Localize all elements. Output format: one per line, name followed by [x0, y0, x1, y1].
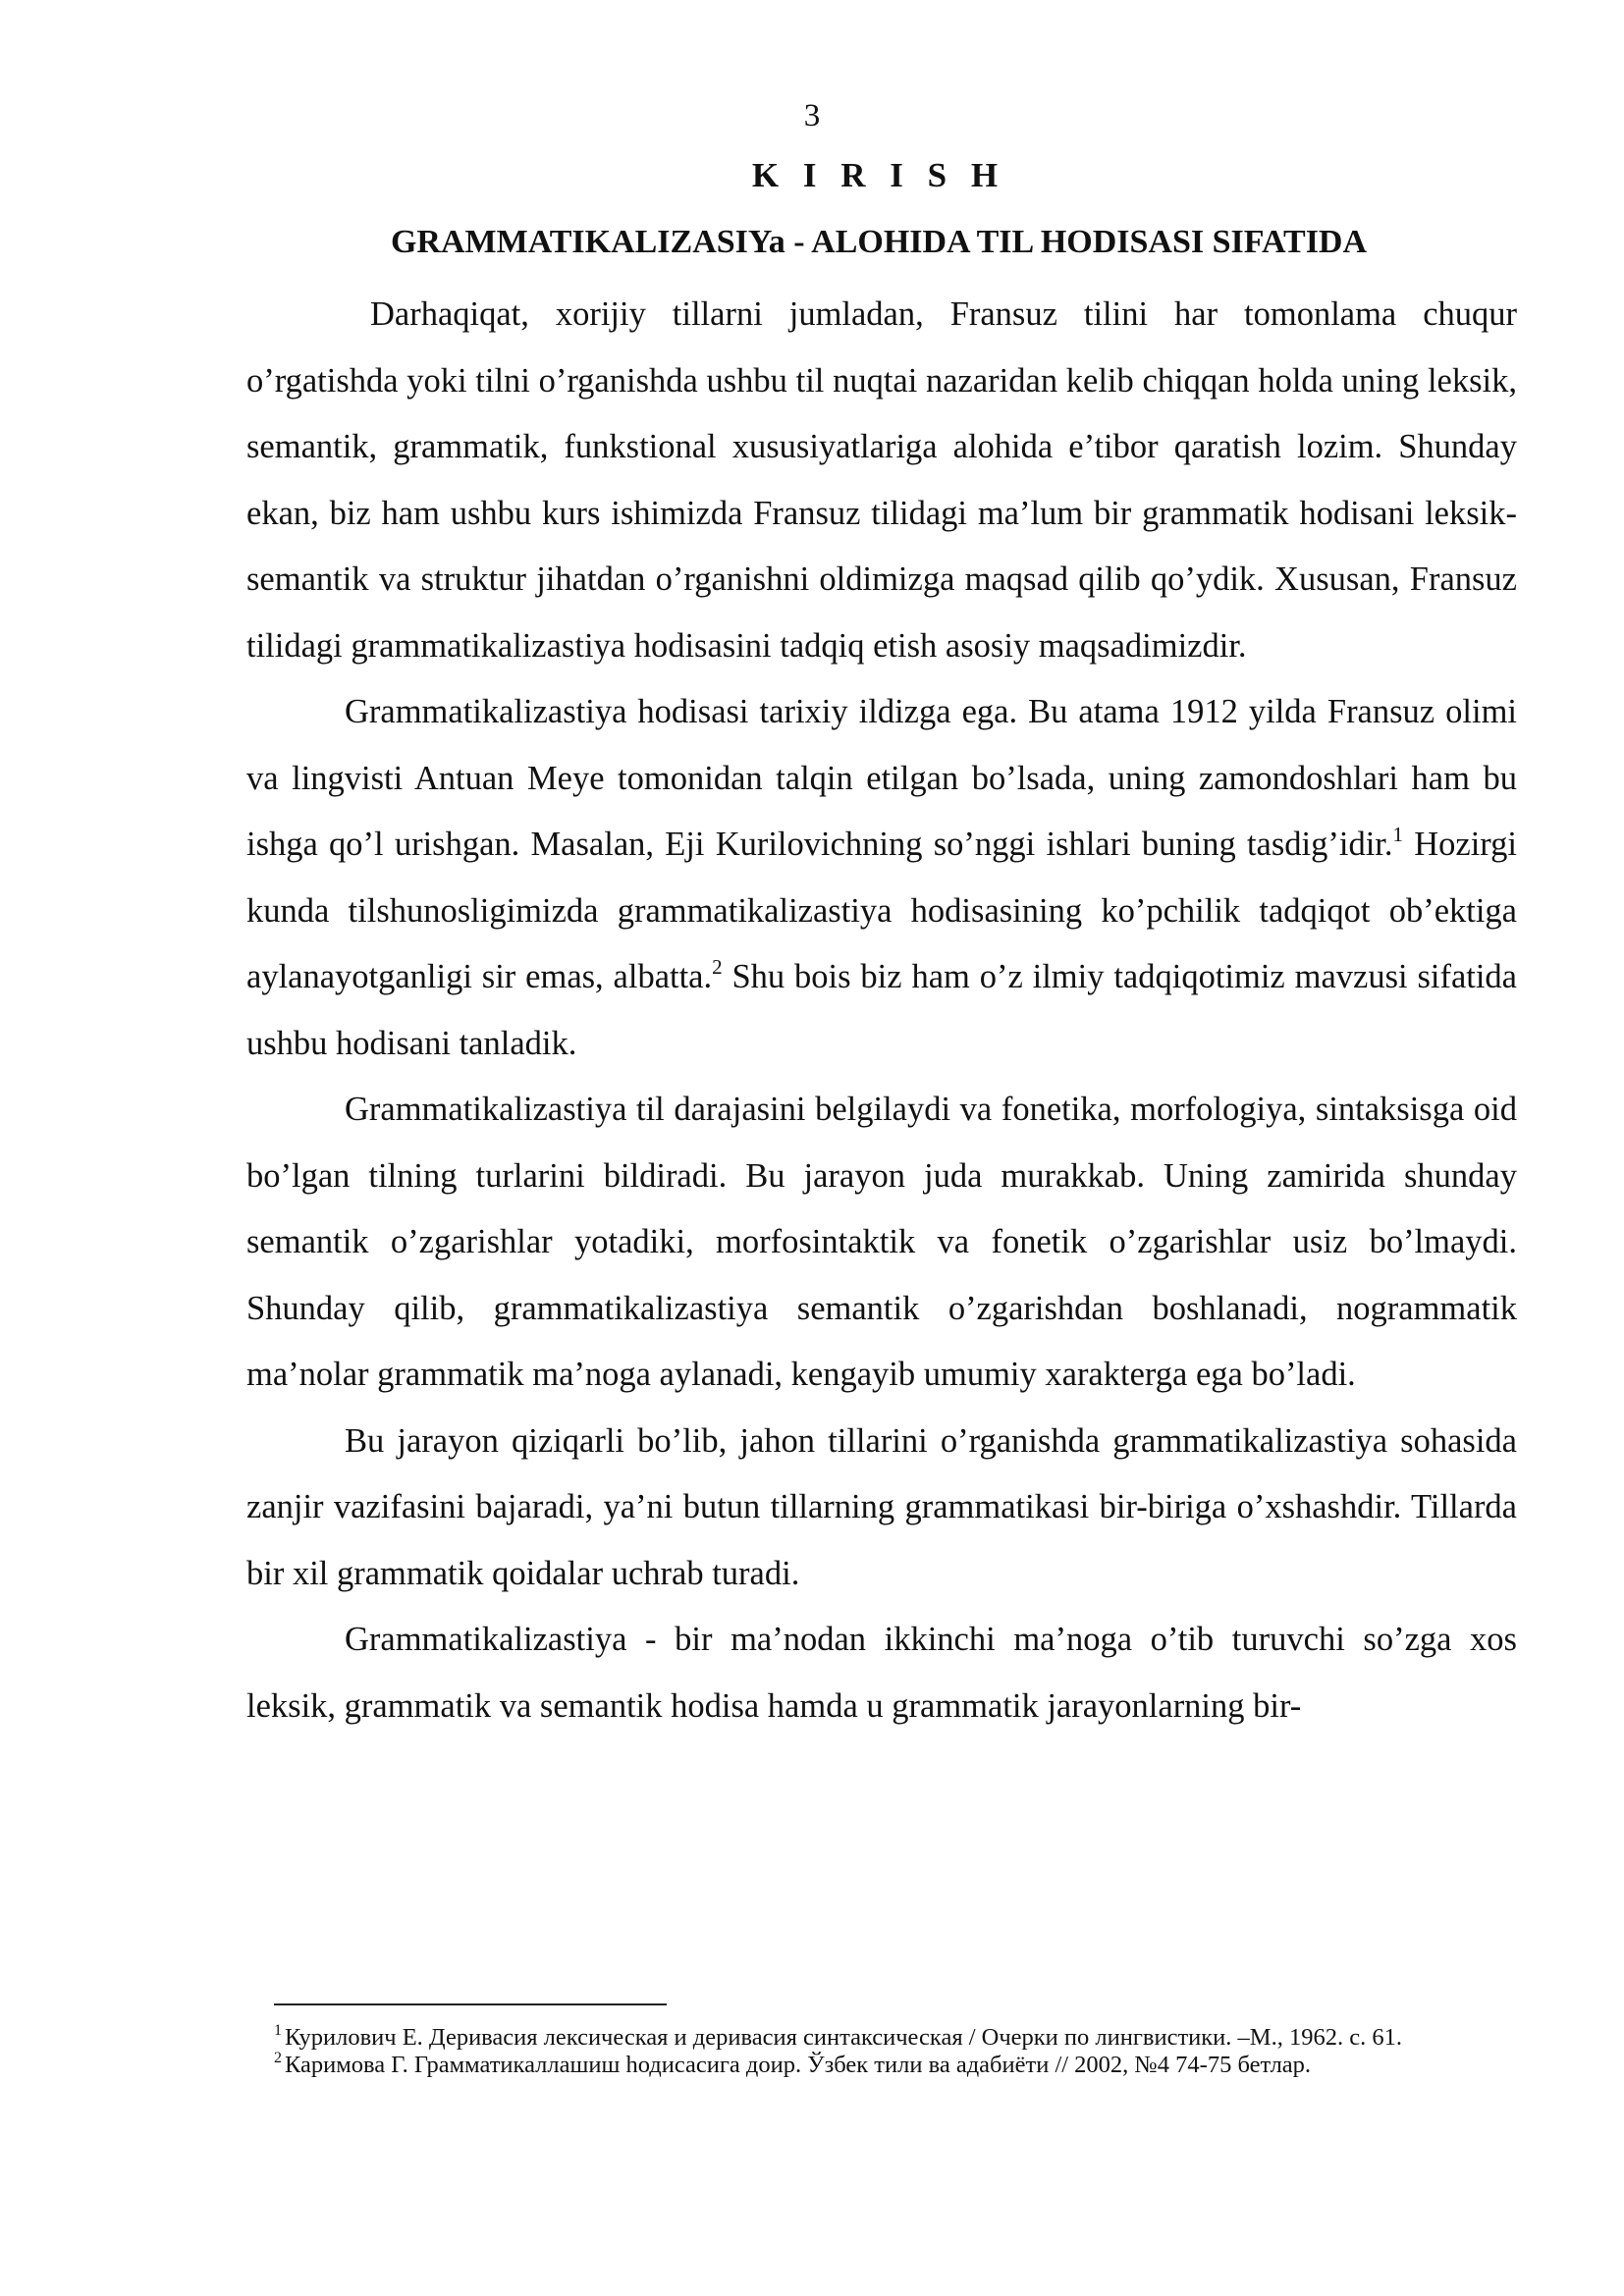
footnote-1-mark: 1 — [274, 2022, 282, 2039]
footnote-reference-2: 2 — [712, 955, 723, 979]
footnote-1 — [274, 2024, 1517, 2052]
paragraph-2-text-c: Shu bois biz ham o’z ilmiy tadqiqotimiz mavzusi sifatida ushbu hodisani tanladik. — [246, 958, 1517, 1062]
paragraph-4: Bu jarayon qiziqarli bo’lib, jahon tillarini o’rganishda grammatikalizastiya sohasida zanjir vazifasini bajaradi, ya’ni butun tillarning grammatikasi bir-biriga o’xshashdir. Tillarda bir xil grammatik qoidalar uchrab turadi. — [246, 1421, 1517, 1592]
paragraph-2-text-b: Hozirgi kunda tilshunosligimizda grammatikalizastiya hodisasining ko’pchilik tadqiqot ob’ektiga aylanayotganligi sir emas, albatta. — [246, 826, 1517, 995]
body-text — [246, 282, 1517, 1739]
paragraph-3: Grammatikalizastiya til darajasini belgilaydi va fonetika, morfologiya, sintaksisga oid bo’lgan tilning turlarini bildiradi. Bu jarayon juda murakkab. Uning zamirida shunday semantik o’zgarishlar yotadiki, morfosintaktik va fonetik o’zgarishlar usiz bo’lmaydi. Shunday qilib, grammatikalizastiya semantik o’zgarishdan boshlanadi, nogrammatik ma’nolar grammatik ma’noga aylanadi, kengayib umumiy xarakterga ega bo’ladi. — [246, 1091, 1517, 1393]
paragraph-5: Grammatikalizastiya - bir ma’nodan ikkinchi ma’noga o’tib turuvchi so’zga xos leksik, grammatik va semantik hodisa hamda u grammatik jarayonlarning bir- — [246, 1621, 1517, 1725]
footnote-reference-1: 1 — [1392, 823, 1403, 846]
section-heading: K I R I S H — [751, 156, 1006, 194]
footnote-1-text: Курилович Е. Деривасия лексическая и деривасия синтаксическая / Очерки по лингвистики. –М., 1962. с. 61. — [285, 2024, 1402, 2051]
paragraph-1: Darhaqiqat, xorijiy tillarni jumladan, Fransuz tilini har tomonlama chuqur o’rgatishda yoki tilni o’rganishda ushbu til nuqtai nazaridan kelib chiqqan holda uning leksik, semantik, grammatik, funkstional xususiyatlariga alohida e’tibor qaratish lozim. Shunday ekan, biz ham ushbu kurs ishimizda Fransuz tilidagi ma’lum bir grammatik hodisani leksik-semantik va struktur jihatdan o’rganishni oldimizga maqsad qilib qo’ydik. Xususan, Fransuz tilidagi grammatikalizastiya hodisasini tadqiq etish asosiy maqsadimizdir. — [246, 295, 1517, 665]
footnote-2-mark: 2 — [274, 2050, 282, 2066]
footnote-2-text: Каримова Г. Грамматикаллашиш hодисасига доир. Ўзбек тили ва адабиёти // 2002, №4 74-75 бетлар. — [285, 2052, 1312, 2078]
footnotes — [274, 2024, 1517, 2079]
paragraph-2 — [246, 679, 1517, 1077]
page-number: 3 — [803, 98, 821, 133]
footnote-separator — [274, 2003, 667, 2005]
footnote-2 — [274, 2052, 1517, 2079]
paragraph-2-text-a: Grammatikalizastiya hodisasi tarixiy ildizga ega. Bu atama 1912 yilda Fransuz olimi va lingvisti Antuan Meye tomonidan talqin etilgan bo’lsada, uning zamondoshlari ham bu ishga qo’l urishgan. Masalan, Eji Kurilovichning so’nggi ishlari buning tasdig’idir. — [246, 693, 1517, 863]
section-subheading: GRAMMATIKALIZASIYa - ALOHIDA TIL HODISASI SIFATIDA — [390, 224, 1368, 260]
